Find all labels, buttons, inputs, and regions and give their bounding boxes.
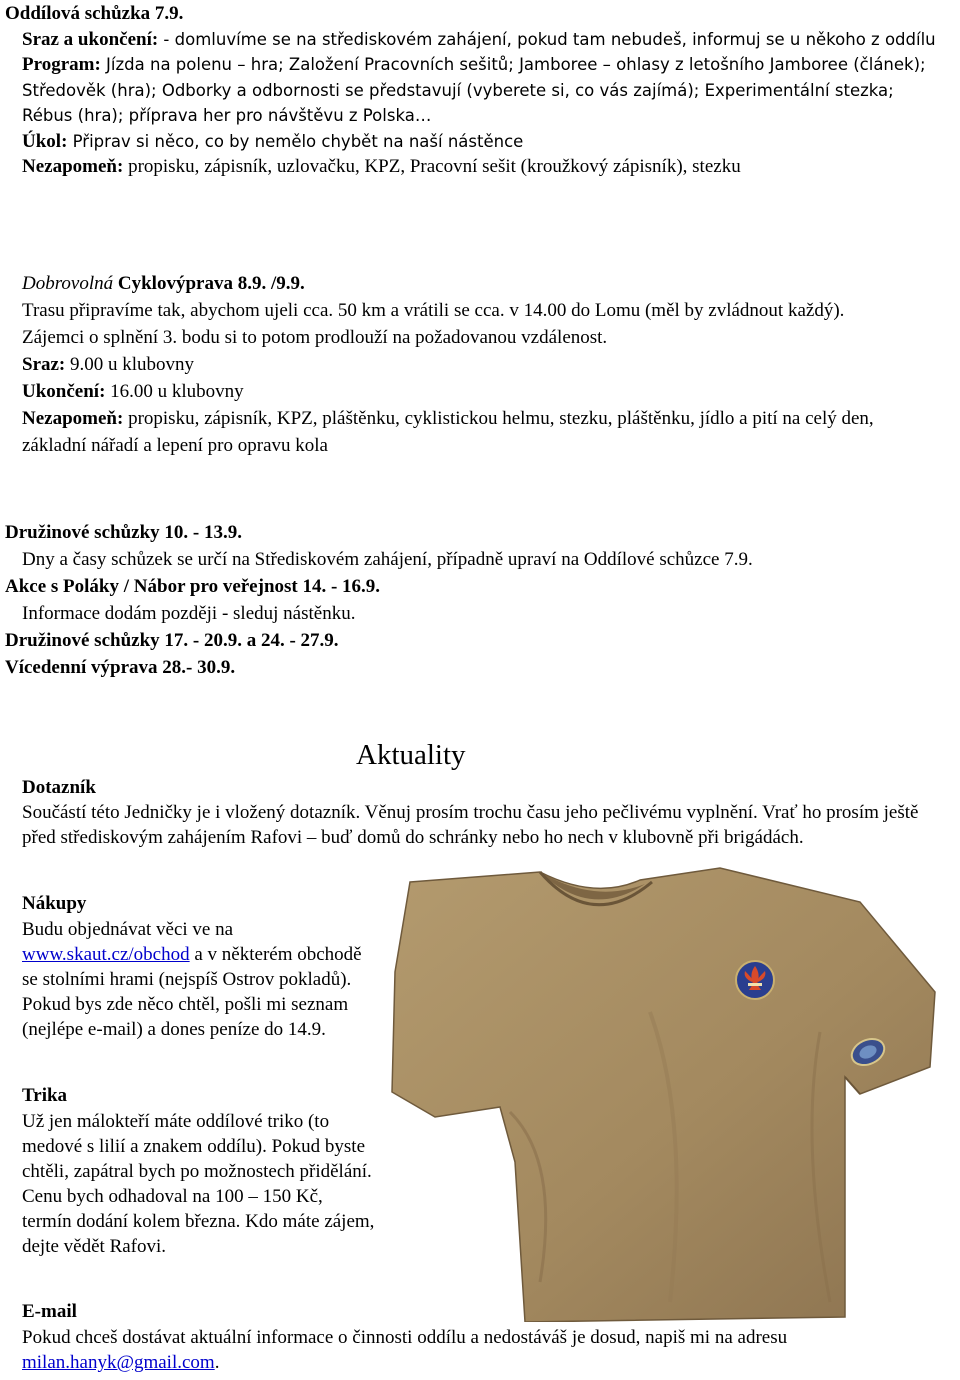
- cyklo-description: Trasu připravíme tak, abychom ujeli cca. 50 km a vrátili se cca. v 14.00 do Lomu (měl by zvládnout každý). Zájemci o splnění 3. bodu si to potom prodlouží na požadovanou vzdálenost.: [22, 299, 845, 348]
- meeting-sraz: [22, 27, 945, 53]
- trika-title: Trika: [22, 1085, 68, 1106]
- fleur-de-lis-badge: [736, 961, 774, 999]
- cyklo-ukonceni-label: Ukončení:: [22, 380, 106, 402]
- cyklo-title-bold: Cyklovýprava 8.9. /9.9.: [113, 273, 305, 294]
- tshirt-photo: [390, 862, 945, 1322]
- meeting-program: [22, 52, 945, 129]
- trika-text: Už jen málokteří máte oddílové triko (to medové s lilií a znakem oddílu). Pokud byste chtěli, zapátral bych po možnostech přidělání. Cenu bych odhadoval na 100 – 150 Kč, termín dodání kolem března. Kdo máte zájem, dejte vědět Rafovi.: [22, 1111, 375, 1257]
- druzinove2-title: Družinové schůzky 17. - 20.9. a 24. - 27.9.: [5, 630, 339, 651]
- meeting-nezapomen: [22, 154, 945, 180]
- email-text-after: .: [214, 1352, 220, 1373]
- meeting-nezapomen-text: propisku, zápisník, uzlovačku, KPZ, Pracovní sešit (kroužkový zápisník), stezku: [123, 156, 741, 177]
- meeting-program-label: Program:: [22, 54, 101, 75]
- meeting-sraz-label: Sraz a ukončení:: [22, 28, 159, 50]
- aktuality-heading: Aktuality: [356, 739, 466, 771]
- cyklo-sraz-text: 9.00 u klubovny: [65, 353, 195, 375]
- druzinove1-text: Dny a časy schůzek se určí na Střediskovém zahájení, případně upraví na Oddílové schůzce 7.9.: [22, 549, 753, 570]
- dotaznik-title: Dotazník: [22, 777, 96, 798]
- akce-title: Akce s Poláky / Nábor pro veřejnost 14. - 16.9.: [5, 576, 381, 597]
- druzinove1-title: Družinové schůzky 10. - 13.9.: [5, 522, 242, 543]
- skaut-shop-link[interactable]: www.skaut.cz/obchod: [22, 944, 190, 965]
- nakupy-text-after: a v některém obchodě se stolními hrami (nejspíš Ostrov pokladů). Pokud bys zde něco chtěl, pošli mi seznam (nejlépe e-mail) a dones peníze do 14.9.: [22, 944, 362, 1040]
- akce-text: Informace dodám později - sleduj nástěnku.: [22, 603, 356, 624]
- cyklo-ukonceni: [22, 378, 885, 405]
- cyklo-title: [22, 272, 885, 297]
- meeting-title: Oddílová schůzka 7.9.: [5, 3, 184, 24]
- meeting-program-text: Jízda na polenu – hra; Založení Pracovních sešitů; Jamboree – ohlasy z letošního Jamboree (článek); Středověk (hra); Odborky a odbornosti se představují (vyberete si, co vás zajímá); Experimentální stezka; Rébus (hra); příprava her pro návštěvu z Polska…: [22, 55, 926, 125]
- cyklo-ukonceni-text: 16.00 u klubovny: [105, 380, 244, 402]
- nakupy-text-before: Budu objednávat věci ve na: [22, 919, 234, 940]
- nakupy-title: Nákupy: [22, 893, 87, 914]
- nakupy-text: [22, 917, 372, 1042]
- email-link[interactable]: milan.hanyk@gmail.com: [22, 1352, 215, 1373]
- cyklo-nezapomen-text: propisku, zápisník, KPZ, pláštěnku, cyklistickou helmu, stezku, pláštěnku, jídlo a pití na celý den, základní nářadí a lepení pro opravu kola: [22, 407, 874, 456]
- nakupy-section: [22, 890, 372, 1042]
- cyklo-sraz-label: Sraz:: [22, 353, 66, 375]
- schedule-section: [5, 519, 925, 681]
- cyklo-title-italic: Dobrovolná: [22, 273, 114, 294]
- dotaznik-text: Součástí této Jedničky je i vložený dotazník. Věnuj prosím trochu času jeho pečlivému vyplnění. Vrať ho prosím ještě před střediskovým zahájením Rafovi – buď domů do schránky nebo ho nech v klubovně při brigádách.: [22, 802, 919, 848]
- meeting-ukol-label: Úkol:: [22, 130, 68, 152]
- tshirt-illustration: [390, 862, 945, 1322]
- tshirt-body: [392, 868, 935, 1322]
- cyklo-nezapomen: [22, 405, 885, 459]
- email-text: [22, 1325, 942, 1375]
- email-text-before: Pokud chceš dostávat aktuální informace o činnosti oddílu a nedostáváš je dosud, napiš mi na adresu: [22, 1327, 788, 1348]
- cyklo-sraz: [22, 351, 885, 378]
- meeting-sraz-text: - domluvíme se na střediskovém zahájení, pokud tam nebudeš, informuj se u někoho z oddílu: [158, 29, 936, 49]
- email-title: E-mail: [22, 1301, 77, 1322]
- dotaznik-section: [22, 774, 922, 850]
- meeting-ukol: [22, 129, 945, 155]
- trika-section: [22, 1082, 377, 1259]
- cyklo-section: [5, 272, 885, 459]
- vicedenni-title: Vícedenní výprava 28.- 30.9.: [5, 657, 236, 678]
- meeting-section: [5, 2, 945, 180]
- meeting-nezapomen-label: Nezapomeň:: [22, 156, 124, 177]
- cyklo-nezapomen-label: Nezapomeň:: [22, 407, 124, 429]
- meeting-ukol-text: Připrav si něco, co by nemělo chybět na naší nástěnce: [67, 131, 524, 151]
